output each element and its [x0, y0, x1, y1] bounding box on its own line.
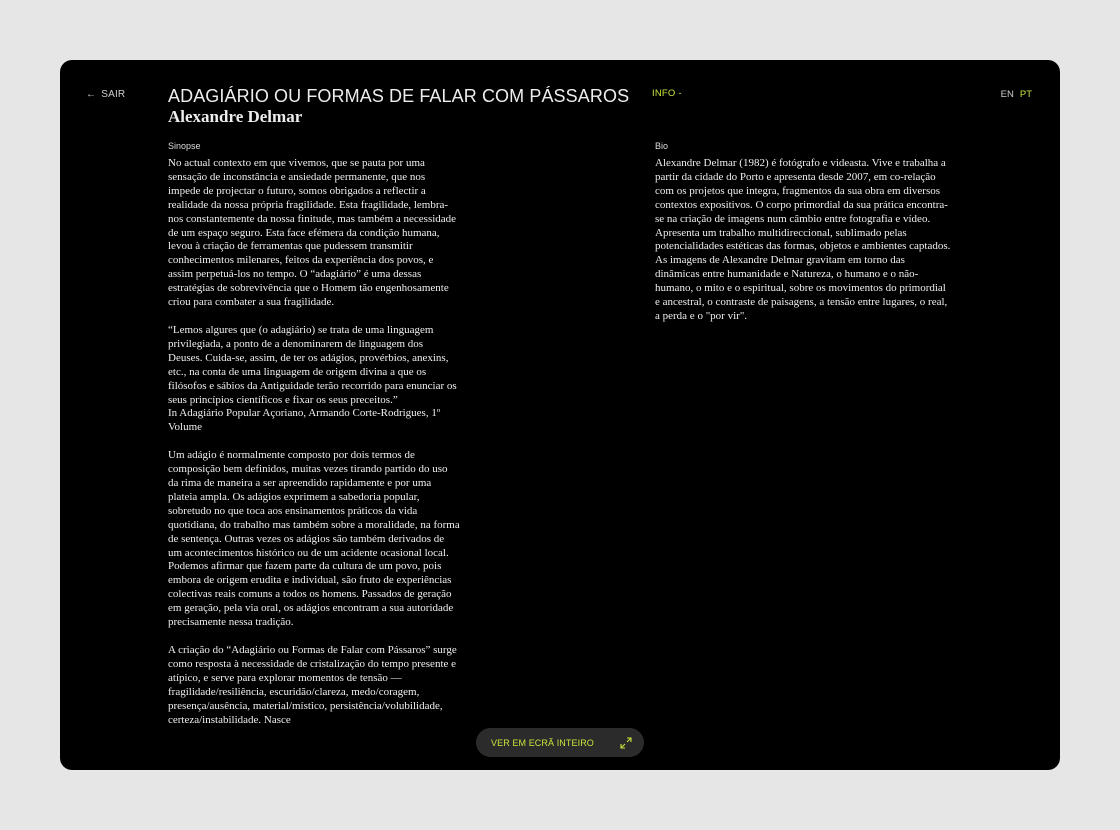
author-name: Alexandre Delmar — [168, 107, 303, 126]
modal-window — [60, 60, 1060, 770]
synopsis-paragraph: Um adágio é normalmente composto por dois termos de composição bem definidos, muitas vezes tirando partido do uso da rima de maneira a ser apreendido rapidamente e por uma plateia ampla. Os adágios exprimem a sabedoria popular, sobretudo no que toca aos ensinamentos práticos da vida quotidiana, do trabalho mas também sobre a moralidade, na forma de sentença. Outras vezes os adágios são também derivados de um acontecimentos histórico ou de um acidente ocasional local. Podemos afirmar que fazem parte da cultura de um povo, pois embora de origem erudita e individual, são fruto de experiências colectivas reais comuns a todos os homens. Passados de geração em geração, pela via oral, os adágios encontram a sua autoridade precisamente nessa tradição. — [168, 449, 460, 629]
fullscreen-button[interactable] — [476, 728, 644, 757]
exit-button[interactable] — [86, 89, 125, 100]
page-title: ADAGIÁRIO OU FORMAS DE FALAR COM PÁSSAROS — [168, 86, 630, 106]
synopsis-label: Sinopse — [168, 141, 201, 151]
expand-icon — [620, 737, 632, 749]
bio-label: Bio — [655, 141, 669, 151]
arrow-left-icon: ← — [86, 88, 97, 100]
fullscreen-label: VER EM ECRÃ INTEIRO — [491, 737, 594, 748]
lang-en[interactable]: EN — [1000, 89, 1014, 100]
lang-pt[interactable]: PT — [1019, 89, 1032, 100]
synopsis-paragraph: A criação do “Adagiário ou Formas de Falar com Pássaros” surge como resposta à necessidade de cristalização do tempo presente e atípico, e serve para explorar momentos de tensão — fragilidade/resiliência, escuridão/clareza, medo/coragem, presença/ausência, material/místico, persistência/volubilidade, certeza/instabilidade. Nasce — [168, 644, 457, 726]
exit-label: SAIR — [101, 89, 126, 100]
bio-text — [655, 157, 951, 338]
synopsis-paragraph: No actual contexto em que vivemos, que se pauta por uma sensação de inconstância e ansiedade permanente, que nos impede de projectar o futuro, somos obrigados a reflectir a realidade da nossa própria fragilidade. Esta fragilidade, lembra-nos constantemente da nossa finitude, mas também a necessidade de um espaço seguro. Esta face efémera da condição humana, levou à criação de ferramentas que pudessem transmitir conhecimentos milenares, feitos da experiência dos povos, e assim perpetuá-los no tempo. O “adagiário” é uma dessas estratégias de sobrevivência que o Homem tão engenhosamente criou para combater a sua fragilidade. — [168, 157, 457, 309]
language-switcher — [1001, 89, 1032, 100]
synopsis-quote: “Lemos algures que (o adagiário) se trata de uma linguagem privilegiada, a ponto de a denominarem de linguagem dos Deuses. Cuida-se, assim, de ter os adágios, provérbios, anexins, etc., na conta de uma linguagem de origem divina a que os filósofos e sábios da Antiguidade terão recorrido para enunciar os seus princípios científicos e fixar os seus preceitos.” — [168, 323, 457, 406]
info-toggle[interactable]: INFO - — [652, 88, 682, 99]
synopsis-text — [168, 157, 460, 741]
synopsis-citation: In Adagiário Popular Açoriano, Armando Corte-Rodrigues, 1º Volume — [168, 407, 441, 434]
bio-paragraph: Alexandre Delmar (1982) é fotógrafo e videasta. Vive e trabalha a partir da cidade do Porto e apresenta desde 2007, em co-relação com os projetos que integra, fragmentos da sua obra em diversos contextos expositivos. O corpo primordial da sua prática encontra-se na criação de imagens num câmbio entre fotografia e vídeo. Apresenta um trabalho multidireccional, sublimado pelas potencialidades estéticas das formas, objetos e ambientes captados. As imagens de Alexandre Delmar gravitam em torno das dinâmicas entre humanidade e Natureza, o humano e o não-humano, o mito e o espiritual, sobre os movimentos do primordial e ancestral, o contraste de paisagens, a tensão entre lugares, o real, a perda e o "por vir". — [655, 157, 951, 322]
